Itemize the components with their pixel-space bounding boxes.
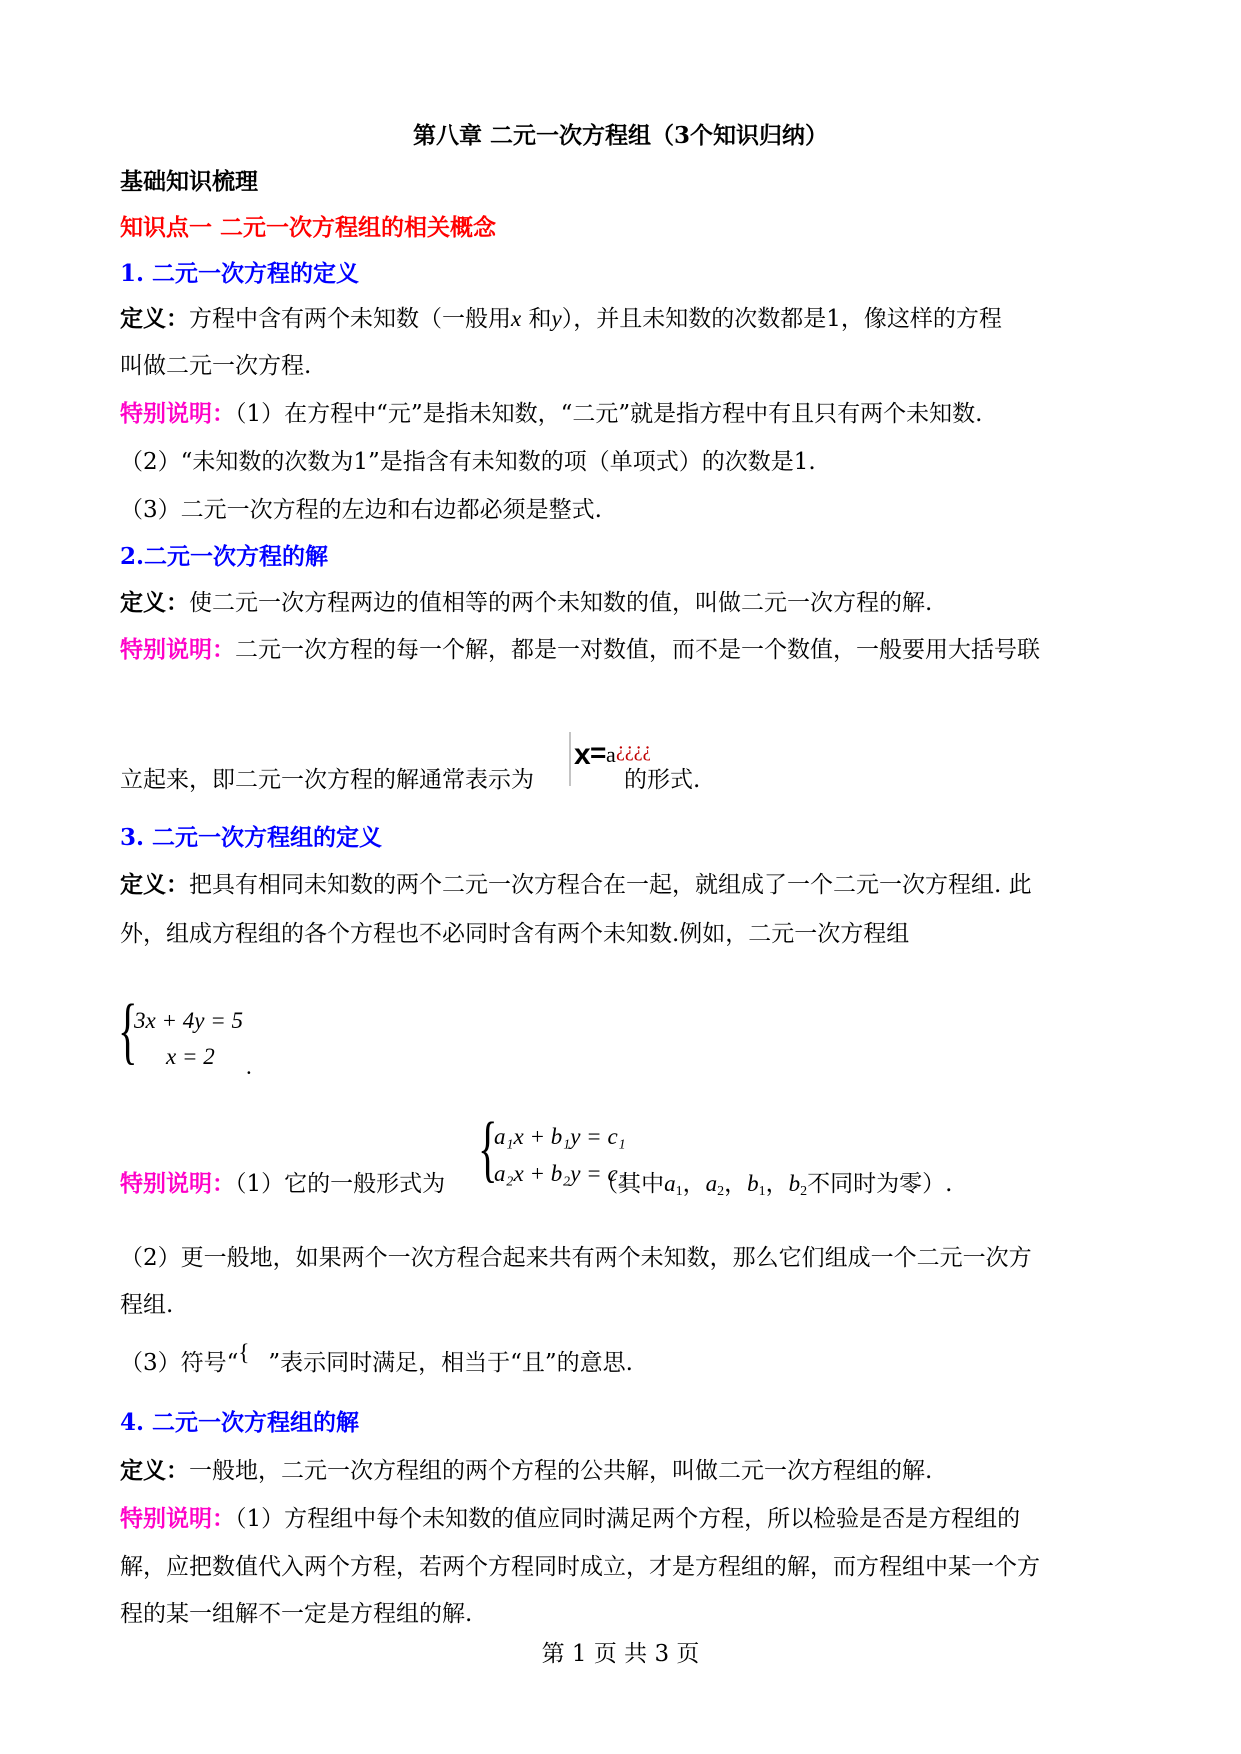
variable-y: y (551, 306, 562, 331)
definition-3-line-1: 定义：把具有相同未知数的两个二元一次方程合在一起，就组成了一个二元一次方程组. 此 (120, 871, 1032, 898)
definition-4: 定义：一般地，二元一次方程组的两个方程的公共解，叫做二元一次方程组的解. (120, 1457, 933, 1484)
note-3-2-line-1: （2）更一般地，如果两个一次方程合起来共有两个未知数，那么它们组成一个二元一次方 (120, 1245, 1032, 1271)
coefficient-b2: $b_2$ (788, 1171, 808, 1199)
svg-text:a: a (606, 742, 616, 767)
brace-symbol: { (238, 1340, 250, 1365)
subsection-heading-4: 4. 二元一次方程组的解 (120, 1409, 360, 1436)
coefficient-a1: $a_1$ (664, 1171, 683, 1199)
variable-x: x (511, 306, 522, 331)
note-3-3: （3）符号“{ ”表示同时满足，相当于“且”的意思. (120, 1347, 633, 1379)
definition-1-line-2: 叫做二元一次方程. (120, 353, 312, 379)
svg-text:x: x (574, 738, 591, 771)
example-period: . (246, 1054, 252, 1079)
example-system-brace: { (118, 990, 138, 1072)
definition-2: 定义：使二元一次方程两边的值相等的两个未知数的值，叫做二元一次方程的解. (120, 589, 933, 616)
general-equation-2: a₂x + b₂y = c₂ (494, 1161, 626, 1186)
note-4-line-2: 解，应把数值代入两个方程，若两个方程同时成立，才是方程组的解，而方程组中某一个方 (120, 1554, 1040, 1580)
general-equation-1: a₁x + b₁y = c₁ (494, 1124, 626, 1149)
note-1-2: （2）“未知数的次数为1”是指含有未知数的项（单项式）的次数是1. (120, 449, 816, 475)
coefficient-a2: $a_2$ (705, 1171, 725, 1199)
note-4-line-3: 程的某一组解不一定是方程组的解. (120, 1601, 473, 1627)
note-1-1: 特别说明：（1）在方程中“元”是指未知数，“二元”就是指方程中有且只有两个未知数. (120, 400, 983, 427)
definition-1-line-1: 定义：方程中含有两个未知数（一般用x 和y），并且未知数的次数都是1，像这样的方程 (120, 305, 1002, 332)
svg-text:¿¿¿¿: ¿¿¿¿ (616, 739, 650, 761)
note-3-1: 特别说明：（1）它的一般形式为 （其中$a_1$，$a_2$，$b_1$，$b_2$不同时为零）. (120, 1170, 953, 1199)
subsection-heading-2: 2.二元一次方程的解 (120, 543, 329, 570)
svg-text:=: = (590, 737, 607, 768)
example-equation-2: x = 2 (166, 1044, 215, 1069)
coefficient-b1: $b_1$ (747, 1171, 766, 1199)
example-equation-1: 3x + 4y = 5 (134, 1008, 243, 1033)
note-label: 特别说明： (120, 400, 235, 427)
note-3-2-line-2: 程组. (120, 1292, 174, 1318)
section-heading: 基础知识梳理 (120, 168, 258, 195)
note-4-line-1: 特别说明：（1）方程组中每个未知数的值应同时满足两个方程，所以检验是否是方程组的 (120, 1505, 1021, 1532)
note-1-3: （3）二元一次方程的左边和右边都必须是整式. (120, 497, 602, 523)
page-title: 第八章 二元一次方程组（3个知识归纳） (412, 122, 828, 149)
solution-notation-image (568, 728, 650, 790)
knowledge-point-heading: 知识点一 二元一次方程组的相关概念 (120, 214, 497, 241)
subsection-heading-1: 1. 二元一次方程的定义 (120, 260, 360, 287)
definition-3-line-2: 外，组成方程组的各个方程也不必同时含有两个未知数.例如，二元一次方程组 (120, 921, 910, 947)
note-2-line-1: 特别说明：二元一次方程的每一个解，都是一对数值，而不是一个数值，一般要用大括号联 (120, 636, 1040, 663)
general-system-brace: { (478, 1108, 498, 1190)
subsection-heading-3: 3. 二元一次方程组的定义 (120, 824, 383, 851)
definition-label: 定义： (120, 305, 189, 332)
note-2-line-2: 立起来，即二元一次方程的解通常表示为 的形式. (120, 767, 701, 793)
page-footer: 第 1 页 共 3 页 (541, 1641, 700, 1667)
